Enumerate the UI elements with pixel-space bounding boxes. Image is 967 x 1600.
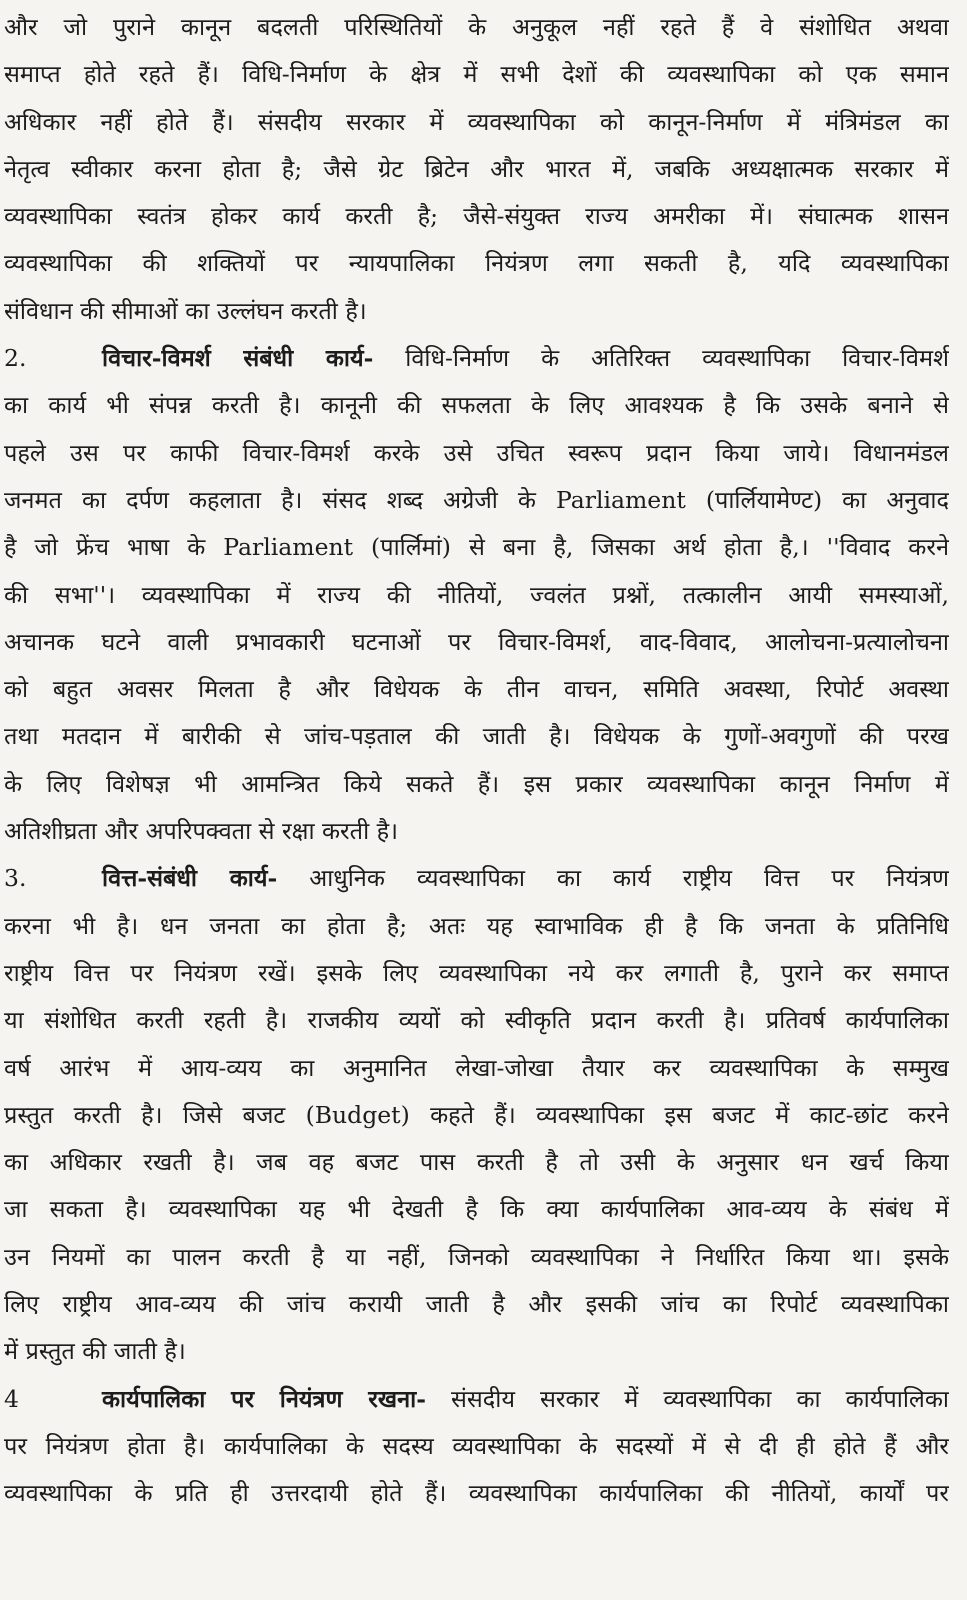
text-line: और जो पुराने कानून बदलती परिस्थितियों के अनुकूल नहीं रहते हैं वे संशोधित अथवा [4,13,949,41]
text-line: के लिए विशेषज्ञ भी आमन्त्रित किये सकते हैं। इस प्रकार व्यवस्थापिका कानून निर्माण में [4,769,949,798]
text-line: उन नियमों का पालन करती है या नहीं, जिनको व्यवस्थापिका ने निर्धारित किया था। इसके [4,1242,949,1271]
section-number: 2. [4,344,27,373]
text-line: व्यवस्थापिका के प्रति ही उत्तरदायी होते हैं। व्यवस्थापिका कार्यपालिका की नीतियों, कार्यों पर [4,1479,949,1508]
text-line: प्रस्तुत करती है। जिसे बजट (Budget) कहते हैं। व्यवस्थापिका इस बजट में काट-छांट करने [4,1100,949,1129]
text-line: जा सकता है। व्यवस्थापिका यह भी देखती है कि क्या कार्यपालिका आव-व्यय के संबंध में [4,1195,949,1224]
text-line: संविधान की सीमाओं का उल्लंघन करती है। [4,296,367,325]
text-body [4,4,949,1518]
text-line: को बहुत अवसर मिलता है और विधेयक के तीन वाचन, समिति अवस्था, रिपोर्ट अवस्था [4,675,949,704]
text-line: व्यवस्थापिका की शक्तियों पर न्यायपालिका नियंत्रण लगा सकती है, यदि व्यवस्थापिका [4,249,949,278]
text-line: समाप्त होते रहते हैं। विधि-निर्माण के क्षेत्र में सभी देशों की व्यवस्थापिका को एक समान [4,60,949,89]
text-line: व्यवस्थापिका स्वतंत्र होकर कार्य करती है; जैसे-संयुक्त राज्य अमरीका में। संघात्मक शासन [4,202,949,231]
text-line: या संशोधित करती रहती है। राजकीय व्ययों को स्वीकृति प्रदान करती है। प्रतिवर्ष कार्यपालिका [4,1006,949,1035]
text-line: वर्ष आरंभ में आय-व्यय का अनुमानित लेखा-जोखा तैयार कर व्यवस्थापिका के सम्मुख [4,1053,949,1082]
section-first-line: आधुनिक व्यवस्थापिका का कार्य राष्ट्रीय वित्त पर नियंत्रण [309,864,949,893]
text-line: का अधिकार रखती है। जब वह बजट पास करती है तो उसी के अनुसार धन खर्च किया [4,1148,949,1177]
section-heading-line [4,1376,949,1423]
text-line: जनमत का दर्पण कहलाता है। संसद शब्द अग्रेजी के Parliament (पार्लियामेण्ट) का अनुवाद [4,485,949,514]
section-number: 4 [4,1384,19,1413]
section-heading: वित्त-संबंधी कार्य- [102,864,278,893]
text-line: अचानक घटने वाली प्रभावकारी घटनाओं पर विचार-विमर्श, वाद-विवाद, आलोचना-प्रत्यालोचना [4,627,949,656]
section-heading-line [4,855,949,902]
text-line: का कार्य भी संपन्न करती है। कानूनी की सफलता के लिए आवश्यक है कि उसके बनाने से [4,391,949,420]
section-first-line: संसदीय सरकार में व्यवस्थापिका का कार्यपालिका [451,1384,949,1413]
section-number: 3. [4,864,27,893]
section-first-line: विधि-निर्माण के अतिरिक्त व्यवस्थापिका विचार-विमर्श [405,344,949,373]
text-line: राष्ट्रीय वित्त पर नियंत्रण रखें। इसके लिए व्यवस्थापिका नये कर लगाती है, पुराने कर समाप्त [4,958,949,987]
text-line: अतिशीघ्रता और अपरिपक्वता से रक्षा करती है। [4,817,399,846]
section-heading: कार्यपालिका पर नियंत्रण रखना- [102,1384,426,1413]
text-line: करना भी है। धन जनता का होता है; अतः यह स्वाभाविक ही है कि जनता के प्रतिनिधि [4,911,949,940]
text-line: की सभा''। व्यवस्थापिका में राज्य की नीतियों, ज्वलंत प्रश्नों, तत्कालीन आयी समस्याओं, [4,580,949,609]
section-heading: विचार-विमर्श संबंधी कार्य- [102,344,374,373]
text-line: पहले उस पर काफी विचार-विमर्श करके उसे उचित स्वरूप प्रदान किया जाये। विधानमंडल [4,438,949,467]
text-line: में प्रस्तुत की जाती है। [4,1337,186,1366]
text-line: पर नियंत्रण होता है। कार्यपालिका के सदस्य व्यवस्थापिका के सदस्यों में से दी ही होते हैं और [4,1431,949,1460]
text-line: है जो फ्रेंच भाषा के Parliament (पार्लिमां) से बना है, जिसका अर्थ होता है,। ''विवाद करने [4,533,949,562]
text-line: नेतृत्व स्वीकार करना होता है; जैसे ग्रेट ब्रिटेन और भारत में, जबकि अध्यक्षात्मक सरकार में [4,154,949,183]
text-line: अधिकार नहीं होते हैं। संसदीय सरकार में व्यवस्थापिका को कानून-निर्माण में मंत्रिमंडल का [4,107,949,136]
text-line: तथा मतदान में बारीकी से जांच-पड़ताल की जाती है। विधेयक के गुणों-अवगुणों की परख [4,722,949,751]
section-heading-line [4,335,949,382]
text-line: लिए राष्ट्रीय आव-व्यय की जांच करायी जाती है और इसकी जांच का रिपोर्ट व्यवस्थापिका [4,1290,949,1319]
